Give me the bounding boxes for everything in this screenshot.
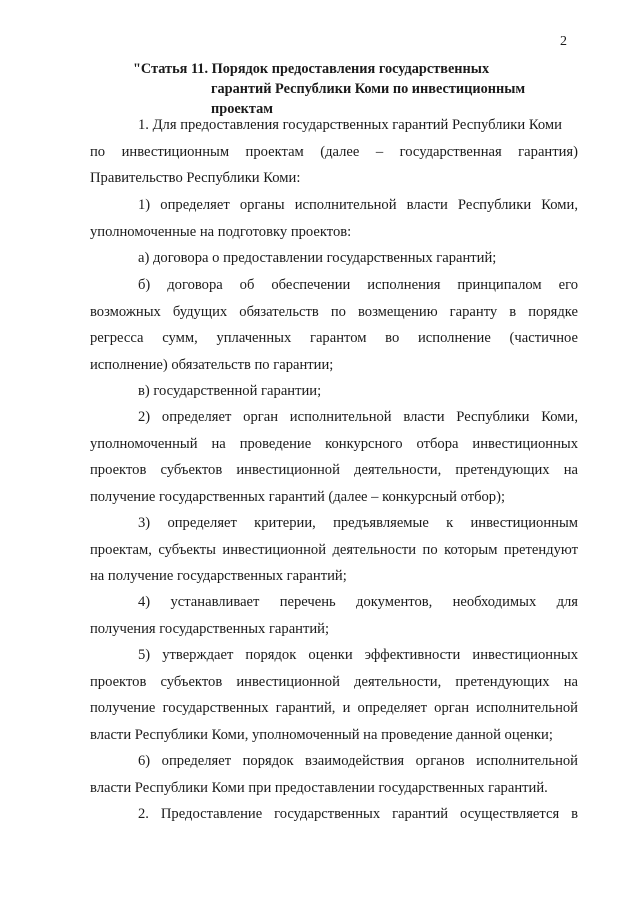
text-line: уполномоченный на проведение конкурсного отбора инвестиционных bbox=[90, 435, 578, 452]
text-line: Правительство Республики Коми: bbox=[90, 170, 301, 186]
article-heading-line: "Статья 11. Порядок предоставления государственных bbox=[133, 61, 490, 77]
text-line: получение государственных гарантий, и определяет орган исполнительной bbox=[90, 700, 578, 716]
article-heading-line: проектам bbox=[211, 101, 274, 117]
article-heading bbox=[133, 59, 553, 119]
page-number: 2 bbox=[560, 34, 567, 49]
text-line: а) договора о предоставлении государственных гарантий; bbox=[138, 250, 497, 266]
text-line: 4) устанавливает перечень документов, необходимых для bbox=[138, 594, 578, 610]
paragraph-item-b bbox=[90, 276, 578, 382]
text-line: регресса сумм, уплаченных гарантом во исполнение (частичное bbox=[90, 330, 578, 346]
text-line: получения государственных гарантий; bbox=[90, 620, 330, 637]
paragraph-1 bbox=[90, 116, 578, 196]
text-line: власти Республики Коми при предоставлении государственных гарантий. bbox=[90, 779, 548, 796]
text-line: на получение государственных гарантий; bbox=[90, 568, 347, 584]
text-line: 5) утверждает порядок оценки эффективности инвестиционных bbox=[138, 647, 578, 663]
paragraph-2 bbox=[90, 805, 578, 832]
text-line: исполнение) обязательств по гарантии; bbox=[90, 356, 334, 373]
text-line: 2. Предоставление государственных гарантий осуществляется в bbox=[138, 806, 578, 822]
paragraph-item-5 bbox=[90, 646, 578, 752]
text-line: проектов субъектов инвестиционной деятельности, претендующих на bbox=[90, 673, 578, 690]
paragraph-item-v bbox=[90, 382, 578, 409]
paragraph-item-1 bbox=[90, 196, 578, 249]
text-line: 1) определяет органы исполнительной власти Республики Коми, bbox=[138, 197, 578, 213]
paragraph-item-a bbox=[90, 249, 578, 276]
text-line: в) государственной гарантии; bbox=[138, 383, 322, 399]
text-line: по инвестиционным проектам (далее – государственная гарантия) bbox=[90, 143, 578, 160]
text-line: уполномоченные на подготовку проектов: bbox=[90, 223, 352, 240]
text-line: б) договора об обеспечении исполнения принципалом его bbox=[138, 277, 578, 293]
paragraph-item-4 bbox=[90, 593, 578, 646]
text-line: проектов субъектов инвестиционной деятельности, претендующих на bbox=[90, 462, 578, 478]
text-line: возможных будущих обязательств по возмещению гаранту в порядке bbox=[90, 303, 578, 320]
text-line: 2) определяет орган исполнительной власти Республики Коми, bbox=[138, 409, 578, 425]
text-line: 6) определяет порядок взаимодействия органов исполнительной bbox=[138, 753, 578, 769]
text-line: проектам, субъекты инвестиционной деятельности по которым претендуют bbox=[90, 541, 578, 558]
text-line: 3) определяет критерии, предъявляемые к инвестиционным bbox=[138, 515, 578, 531]
text-line: получение государственных гарантий (далее – конкурсный отбор); bbox=[90, 488, 506, 505]
text-line: власти Республики Коми, уполномоченный на проведение данной оценки; bbox=[90, 726, 553, 743]
paragraph-item-3 bbox=[90, 514, 578, 594]
article-heading-line: гарантий Республики Коми по инвестиционным bbox=[211, 81, 526, 97]
text-line: 1. Для предоставления государственных гарантий Республики Коми bbox=[138, 117, 562, 133]
paragraph-item-2 bbox=[90, 408, 578, 514]
paragraph-item-6 bbox=[90, 752, 578, 805]
